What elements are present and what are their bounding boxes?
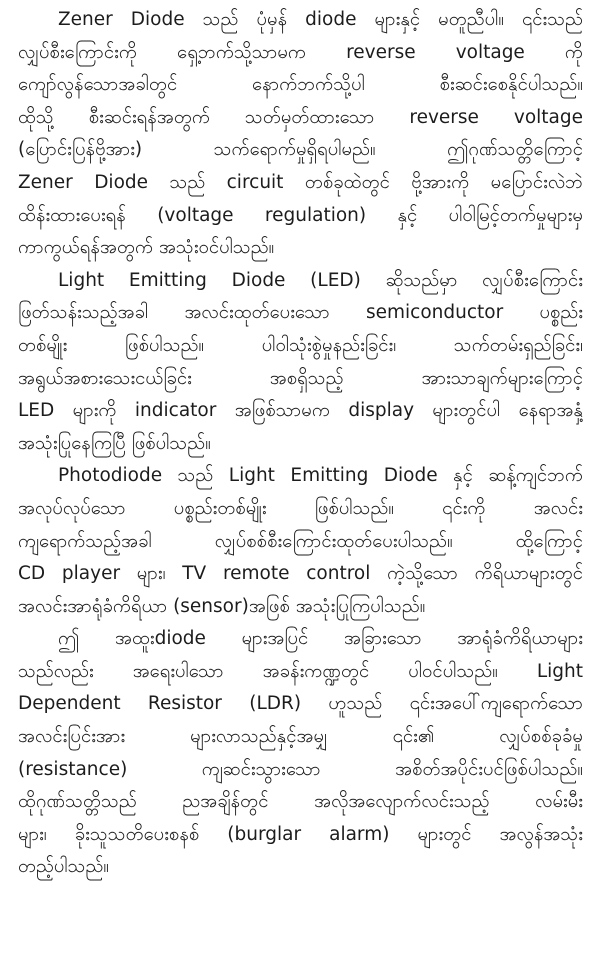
text-line: Light Emitting Diode (LED) ဆိုသည်မှာ လျှပ်စီးကြောင်း xyxy=(58,269,583,291)
text-line: အလုပ်လုပ်သော ပစ္စည်းတစ်မျိုး ဖြစ်ပါသည်။ ၎င်းကို အလင်း xyxy=(18,497,583,519)
text-line: ထိန်းထားပေးရန် (voltage regulation) နှင့် ပါဝါမြင့်တက်မှုများမှ xyxy=(18,204,583,226)
text-line: သည်လည်း အရေးပါသော အခန်းကဏ္ဍတွင် ပါဝင်ပါသည်။ Light xyxy=(18,660,583,682)
text-line: ဤ အထူးdiode များအပြင် အခြားသော အာရုံခံကိရိယာများ xyxy=(58,628,583,650)
text-line: တစ်မျိုး ဖြစ်ပါသည်။ ပါဝါသုံးစွဲမှုနည်းခြင်း၊ သက်တမ်းရှည်ခြင်း၊ xyxy=(18,334,583,356)
text-line: ထိုဂုဏ်သတ္တိသည် ညအချိန်တွင် အလိုအလျောက်လင်းသည့် လမ်းမီး xyxy=(18,791,583,813)
text-line: ဖြတ်သန်းသည့်အခါ အလင်းထုတ်ပေးသော semiconductor ပစ္စည်း xyxy=(18,302,583,324)
text-line: (ပြောင်းပြန်ဗို့အား) သက်ရောက်မှုရှိရပါမည်။ ဤဂုဏ်သတ္တိကြောင့် xyxy=(18,139,583,161)
text-line: အရွယ်အစားသေးငယ်ခြင်း အစရှိသည့် အားသာချက်များကြောင့် xyxy=(18,367,583,389)
paragraph-led xyxy=(18,265,583,461)
paragraph-zener-diode xyxy=(18,4,583,265)
text-line: LED များကို indicator အဖြစ်သာမက display များတွင်ပါ နေရာအနှံ့ xyxy=(18,400,583,422)
text-line: တည့်ပါသည်။ xyxy=(18,856,110,878)
text-line: လျှပ်စီးကြောင်းကို ရှေ့ဘက်သို့သာမက reverse voltage ကို xyxy=(18,41,583,63)
text-line: (resistance) ကျဆင်းသွားသော အစိတ်အပိုင်းပင်ဖြစ်ပါသည်။ xyxy=(18,758,583,780)
text-line: များ၊ ခိုးသူသတိပေးစနစ် (burglar alarm) များတွင် အလွန်အသုံး xyxy=(18,823,583,845)
paragraph-ldr xyxy=(18,623,583,884)
text-line: ထိုသို့ စီးဆင်းရန်အတွက် သတ်မှတ်ထားသော reverse voltage xyxy=(18,106,583,128)
paragraph-photodiode xyxy=(18,460,583,623)
text-line: Zener Diode သည် ပုံမှန် diode များနှင့် မတူညီပါ။ ၎င်းသည် xyxy=(58,9,583,30)
text-line: ကာကွယ်ရန်အတွက် အသုံးဝင်ပါသည်။ xyxy=(18,237,275,259)
text-line: အသုံးပြုနေကြပြီ ဖြစ်ပါသည်။ xyxy=(18,432,211,454)
text-line: အလင်းအာရုံခံကိရိယာ (sensor)အဖြစ် အသုံးပြုကြပါသည်။ xyxy=(18,595,426,617)
text-line: CD player များ၊ TV remote control ကဲ့သို့သော ကိရိယာများတွင် xyxy=(18,563,583,585)
text-line: အလင်းပြင်းအား များလာသည်နှင့်အမျှ ၎င်း၏ လျှပ်စစ်ခုခံမှု xyxy=(18,726,583,748)
text-line: Photodiode သည် Light Emitting Diode နှင့် ဆန့်ကျင်ဘက် xyxy=(58,465,583,487)
text-line: Dependent Resistor (LDR) ဟူသည် ၎င်းအပေါ်ကျရောက်သော xyxy=(18,693,583,715)
text-line: ကျော်လွန်သောအခါတွင် နောက်ဘက်သို့ပါ စီးဆင်းစေနိုင်ပါသည်။ xyxy=(18,74,583,96)
text-line: Zener Diode သည် circuit တစ်ခုထဲတွင် ဗို့အားကို မပြောင်းလဲဘဲ xyxy=(18,171,583,193)
text-line: ကျရောက်သည့်အခါ လျှပ်စစ်စီးကြောင်းထုတ်ပေးပါသည်။ ထို့ကြောင့် xyxy=(18,530,583,552)
